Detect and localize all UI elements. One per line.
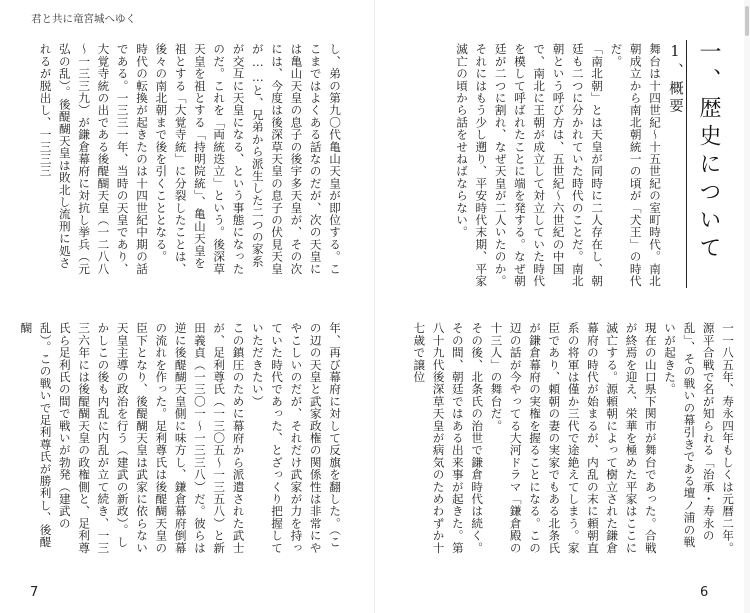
right-page-top-column: 舞台は十四世紀～十五世紀の室町時代。南北朝成立から南北朝統一の頃が「犬王」の時代だ。 「南北朝」とは天皇が同時に二人存在し、朝廷も二つに分かれていた時代のことだ。南北朝という呼び方は、五世紀～六世紀の中国で、南北に王朝が成立して対立していた時代を模して呼ばれたことに端を発する。なぜ朝廷が二つに割れ、なぜ天皇が二人いたのか。それにはもう少し遡り、平安時代末期、平家滅亡の頃から話をせねばならない。 bbox=[455, 43, 662, 287]
running-head: 君と共に竜宮城へゆく bbox=[31, 13, 136, 25]
left-page-bottom-column: 年、再び幕府に対して反旗を翻した。（この辺の天皇と武家政権の関係性は非常にややこしいのだが、それだけ武家が力を持っていた時代であった、とざっくり把握していただきたい） この鎮圧のために幕府から派遣された武士が、足利尊氏（一三〇五～一三五八）と新田義貞（一三〇一～一三三八）だ。彼らは逆に後醍醐天皇側に味方し、鎌倉幕府倒幕の流れを作った。足利尊氏は後醍醐天皇の臣下となり、後醍醐天皇は武家に依らない天皇主導の政治を行う（建武の新政）。しかしこの後も内乱に内乱が立て続き、一三三六年には後醍醐天皇の政権側と、足利尊氏ら足利氏の間で戦いが勃発（建武の乱）。この戦いで足利尊氏が勝利し、後醍醐 bbox=[19, 322, 342, 554]
chapter-title: 一、歴史について bbox=[696, 40, 721, 264]
left-page-top-column: し、弟の第九〇代亀山天皇が即位する。ここまではよくある話なのだが、次の天皇には亀山天皇の息子の後宇多天皇が、その次には、今度は後深草天皇の息子の伏見天皇が……と、兄弟から派生した二つの家系が交互に天皇になる、という事態になったのだ。これを「両統迭立」という。後深草天皇を祖とする「持明院統」、亀山天皇を祖とする「大覚寺統」に分裂したことは、後々の南北朝まで後を引くこととなる。 時代の転換が起きたのは十四世紀中期の話である。一三三一年、当時の天皇であり、大覚寺統の出である後醍醐天皇（一二八八～一三三九）が鎌倉幕府に対抗し挙兵（元弘の乱）。後醍醐天皇は敗北し流刑に処されるが脱出し、一三三三 bbox=[38, 43, 342, 275]
right-page-bottom-column: 一一八五年、寿永四年もしくは元暦二年。源平合戦で名が知られる「治承・寿永の乱」、その戦いの幕引きである壇ノ浦の戦いが起きた。 現在の山口県下関市が舞台であった。合戦が終焉を迎え、栄華を極めた平家はここに滅亡する。源頼朝によって樹立された鎌倉幕府の時代が始まるが、内乱の末に頼朝直系の将軍は僅か三代で途絶えてしまう。家臣であり、頼朝の妻の実家でもある北条氏が鎌倉幕府の実権を握ることになる。この辺の話が今やってる大河ドラマ「鎌倉殿の十三人」の舞台だ。 その後、北条氏の治世で鎌倉時代は続く。その間、朝廷ではある出来事が起きた。第八十九代後深草天皇が病気のためわずか十七歳で譲位 bbox=[412, 322, 735, 554]
page-number-left: 7 bbox=[30, 585, 39, 600]
chapter-title-rule bbox=[686, 40, 687, 288]
scrollbar-track[interactable] bbox=[744, 0, 750, 613]
scrollbar-thumb[interactable] bbox=[745, 6, 749, 36]
section-heading: 1、概要 bbox=[667, 44, 683, 116]
page-number-right: 6 bbox=[700, 585, 709, 600]
